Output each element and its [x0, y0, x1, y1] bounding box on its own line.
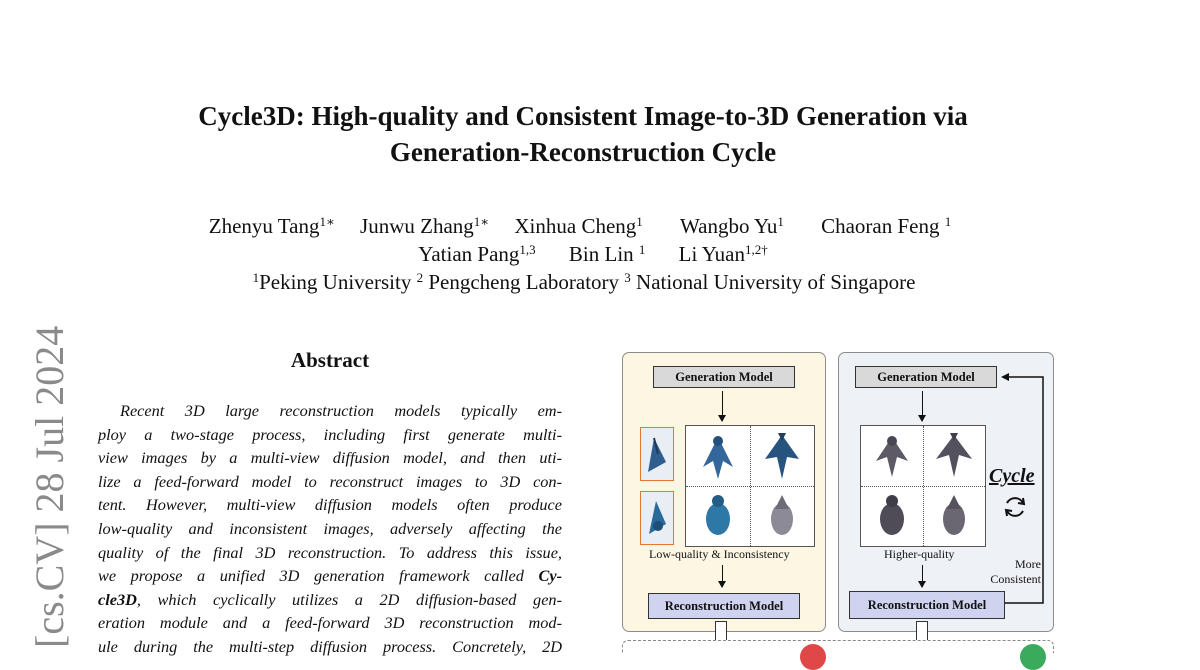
multiview-grid	[860, 425, 986, 547]
left-caption: Low-quality & Inconsistency	[649, 547, 790, 561]
hollow-down-arrow	[916, 621, 928, 640]
author-name: Bin Lin $^1$	[568, 242, 646, 266]
hollow-down-arrow	[715, 621, 727, 640]
grey-dragon-image	[759, 489, 805, 543]
author-name: Chaoran Feng $^1$	[821, 214, 952, 238]
view-image	[861, 486, 923, 546]
abstract-line: lize a feed-forward model to reconstruct images to 3D con-	[98, 471, 562, 491]
abstract-line: Recent 3D large reconstruction models typically em-	[120, 401, 562, 420]
generation-model-box: Generation Model	[855, 366, 997, 388]
down-arrow	[922, 565, 923, 587]
affiliation: Pengcheng Laboratory	[428, 270, 620, 294]
grey-dragon-image	[870, 489, 914, 543]
view-image	[923, 486, 985, 546]
figure-lower-panel	[622, 640, 1054, 653]
baseline-pipeline-panel	[622, 352, 826, 632]
title-line-1: Cycle3D: High-quality and Consistent Image-to-3D Generation via	[198, 101, 968, 131]
view-image	[750, 426, 814, 486]
author-name: Yatian Pang$^{1,3}$	[418, 242, 536, 266]
abstract-line: eration module and a feed-forward 3D reconstruction mod-	[98, 613, 562, 633]
author-name: Wangbo Yu$^1$	[680, 214, 784, 238]
grey-dragon-image	[870, 429, 914, 483]
affiliations: $^1$Peking University $^2$ Pengcheng Laboratory $^3$ National University of Singapore	[252, 270, 916, 294]
grey-dragon-image	[932, 489, 976, 543]
paper-title	[0, 98, 1166, 170]
grey-dragon-image	[932, 429, 976, 483]
abstract-line: cle3D, which cyclically utilizes a 2D diffusion-based gen-	[98, 589, 562, 609]
cycle3d-pipeline-panel	[838, 352, 1054, 632]
cycle-label: Cycle	[989, 465, 1035, 487]
multiview-grid	[685, 425, 815, 547]
blue-dragon-image	[695, 489, 741, 543]
authors-row-2	[0, 240, 1160, 268]
more-consistent-note: More Consistent	[990, 557, 1041, 586]
author-name: Junwu Zhang$^{1∗}$	[360, 214, 490, 238]
abstract-line: we propose a unified 3D generation framework called Cy-	[98, 566, 562, 586]
teaser-figure	[620, 350, 1056, 650]
abstract-line: tent. However, multi-view diffusion models often produce	[98, 495, 562, 515]
dragon-wing-image	[644, 432, 670, 476]
feedback-loop-arrow	[999, 371, 1047, 611]
affiliation: Peking University	[259, 270, 412, 294]
reconstruction-model-box: Reconstruction Model	[849, 591, 1005, 619]
abstract-line: low-quality and inconsistent images, adversely affecting the	[98, 518, 562, 538]
view-image	[861, 426, 923, 486]
abstract-line: view images by a multi-view diffusion model, and then uti-	[98, 448, 562, 468]
reconstruction-model-box: Reconstruction Model	[648, 593, 800, 619]
view-image	[686, 486, 750, 546]
affiliation: National University of Singapore	[636, 270, 916, 294]
view-image	[750, 486, 814, 546]
abstract-line: quality of the final 3D reconstruction. To address this issue,	[98, 542, 562, 562]
author-name: Zhenyu Tang$^{1∗}$	[208, 214, 335, 238]
view-image	[923, 426, 985, 486]
abstract-body	[98, 399, 562, 659]
down-arrow	[722, 391, 723, 421]
authors-row-1	[0, 212, 1160, 240]
abstract-line: ule during the multi-step diffusion process. Concretely, 2D	[98, 636, 562, 656]
generation-model-box: Generation Model	[653, 366, 795, 388]
down-arrow	[922, 391, 923, 421]
abstract-heading: Abstract	[290, 348, 370, 372]
abstract-line: ploy a two-stage process, including first generate multi-	[98, 424, 562, 444]
blue-dragon-image	[695, 429, 741, 483]
title-line-2: Generation-Reconstruction Cycle	[389, 137, 777, 167]
blue-dragon-image	[759, 429, 805, 483]
zoom-crop-thumbnail	[640, 427, 674, 481]
author-block	[0, 212, 1160, 296]
author-name: Li Yuan$^{1,2\dagger}$	[678, 242, 768, 266]
arxiv-stamp: [cs.CV] 28 Jul 2024	[27, 325, 72, 648]
author-name: Xinhua Cheng$^1$	[514, 214, 643, 238]
dragon-wing-image	[644, 496, 670, 540]
down-arrow	[722, 565, 723, 587]
right-caption: Higher-quality	[884, 547, 955, 561]
zoom-crop-thumbnail	[640, 491, 674, 545]
view-image	[686, 426, 750, 486]
